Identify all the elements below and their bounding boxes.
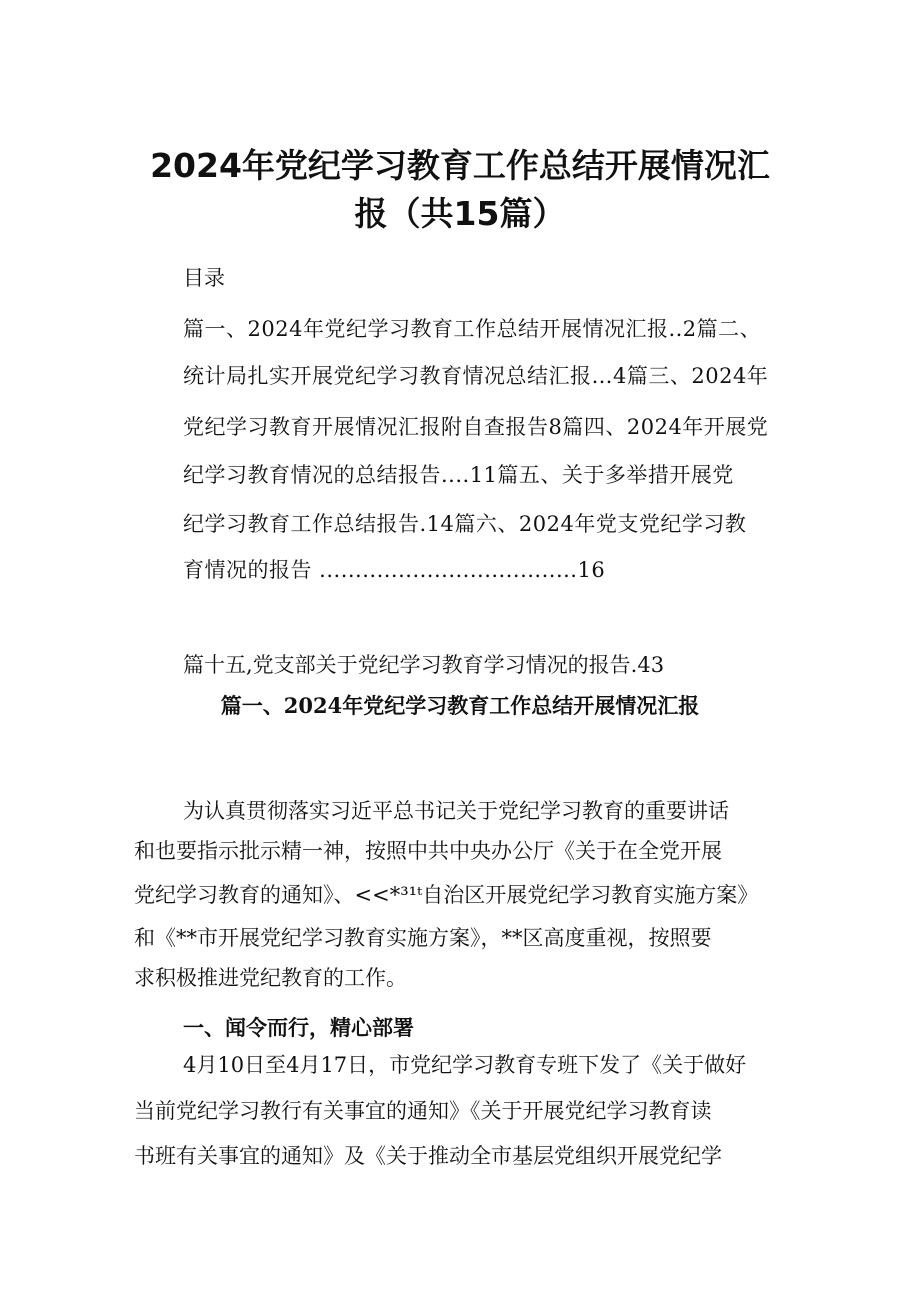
paragraph-line: 和《**市开展党纪学习教育实施方案》，**区高度重视，按照要 [134, 926, 712, 950]
document-title-line-2: 报（共15篇） [354, 194, 566, 233]
toc-line: 纪学习教育工作总结报告.14篇六、2024年党支党纪学习教 [183, 512, 747, 536]
section-title: 篇一、2024年党纪学习教育工作总结开展情况汇报 [220, 693, 700, 718]
toc-line: 篇一、2024年党纪学习教育工作总结开展情况汇报..2篇二、 [183, 317, 762, 341]
toc-last-entry: 篇十五,党支部关于党纪学习教育学习情况的报告.43 [183, 653, 665, 677]
paragraph-line: 党纪学习教育的通知》、<<*³¹ᵗ自治区开展党纪学习教育实施方案》 [134, 883, 759, 907]
paragraph-line: 书班有关事宜的通知》及《关于推动全市基层党组织开展党纪学 [134, 1144, 722, 1168]
toc-line: 纪学习教育情况的总结报告....11篇五、关于多举措开展党 [183, 463, 734, 487]
paragraph-line: 4月10日至4月17日，市党纪学习教育专班下发了《关于做好 [183, 1053, 747, 1077]
section-heading: 一、闻令而行，精心部署 [183, 1015, 414, 1040]
paragraph-line: 为认真贯彻落实习近平总书记关于党纪学习教育的重要讲话 [183, 799, 729, 823]
paragraph-line: 求积极推进党纪教育的工作。 [134, 966, 407, 990]
document-title-line-1: 2024年党纪学习教育工作总结开展情况汇 [150, 146, 770, 185]
paragraph-line: 和也要指示批示精一神，按照中共中央办公厅《关于在全党开展 [134, 839, 722, 863]
toc-line: 党纪学习教育开展情况汇报附自查报告8篇四、2024年开展党 [183, 415, 769, 439]
toc-heading: 目录 [183, 266, 225, 290]
toc-line: 统计局扎实开展党纪学习教育情况总结汇报…4篇三、2024年 [183, 364, 769, 388]
paragraph-line: 当前党纪学习教行有关事宜的通知》《关于开展党纪学习教育读 [134, 1099, 712, 1123]
toc-line: 育情况的报告 ....................................16 [183, 558, 606, 582]
